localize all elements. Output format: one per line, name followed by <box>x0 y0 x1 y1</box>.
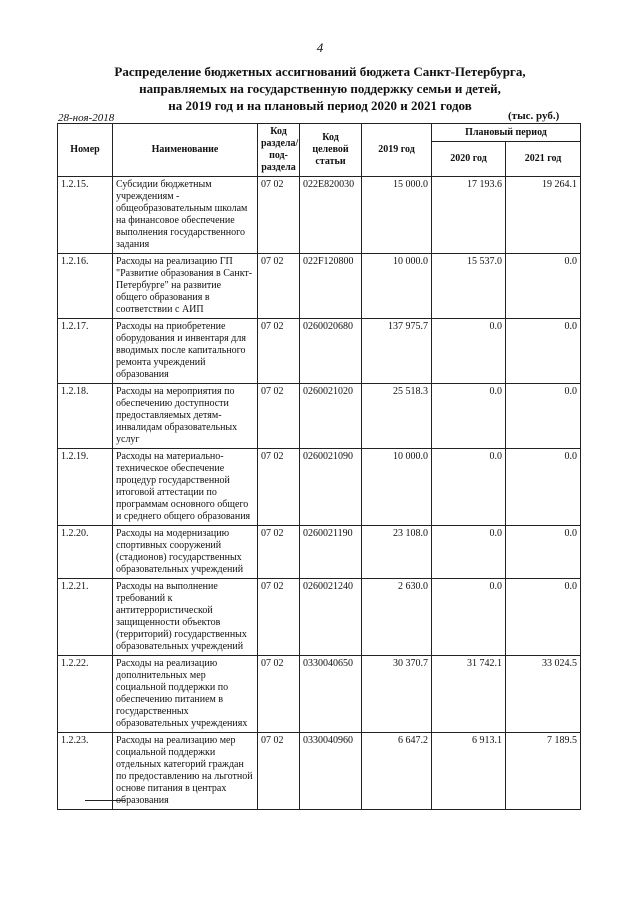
row-section-code: 07 02 <box>258 177 300 254</box>
table-row <box>58 449 581 526</box>
title-line-2: направляемых на государственную поддержку семьи и детей, <box>139 81 501 96</box>
row-number: 1.2.16. <box>58 254 113 319</box>
row-number: 1.2.22. <box>58 656 113 733</box>
row-section-code: 07 02 <box>258 656 300 733</box>
row-number: 1.2.17. <box>58 319 113 384</box>
row-amount-2020: 6 913.1 <box>432 733 506 810</box>
row-amount-2021: 0.0 <box>506 449 581 526</box>
row-amount-2020: 0.0 <box>432 384 506 449</box>
row-amount-2021: 33 024.5 <box>506 656 581 733</box>
row-number: 1.2.18. <box>58 384 113 449</box>
table-row <box>58 656 581 733</box>
row-amount-2019: 6 647.2 <box>362 733 432 810</box>
row-name: Расходы на выполнение требований к антитеррористической защищенности объектов (территорий) государственных образовательных учреждений <box>113 579 258 656</box>
row-name: Расходы на мероприятия по обеспечению доступности предоставляемых детям-инвалидам образовательных услуг <box>113 384 258 449</box>
row-section-code: 07 02 <box>258 579 300 656</box>
row-name: Расходы на реализацию дополнительных мер социальной поддержки по обеспечению питанием в государственных образовательных учреждениях <box>113 656 258 733</box>
row-amount-2019: 25 518.3 <box>362 384 432 449</box>
title-line-1: Распределение бюджетных ассигнований бюджета Санкт-Петербурга, <box>114 64 526 79</box>
row-name: Субсидии бюджетным учреждениям - общеобразовательным школам на финансовое обеспечение выполнения государственного задания <box>113 177 258 254</box>
row-target-code: 0260021020 <box>300 384 362 449</box>
table-row <box>58 526 581 579</box>
bottom-divider <box>85 800 125 801</box>
row-amount-2019: 2 630.0 <box>362 579 432 656</box>
row-amount-2019: 15 000.0 <box>362 177 432 254</box>
row-amount-2021: 0.0 <box>506 526 581 579</box>
document-date: 28-ноя-2018 <box>58 112 115 124</box>
row-amount-2019: 10 000.0 <box>362 449 432 526</box>
row-section-code: 07 02 <box>258 254 300 319</box>
units-label: (тыс. руб.) <box>508 110 560 122</box>
row-target-code: 0260020680 <box>300 319 362 384</box>
header-2020: 2020 год <box>432 142 506 177</box>
header-name: Наименование <box>113 124 258 177</box>
table-row <box>58 254 581 319</box>
row-target-code: 0260021190 <box>300 526 362 579</box>
row-amount-2021: 0.0 <box>506 384 581 449</box>
row-number: 1.2.23. <box>58 733 113 810</box>
document-title <box>60 63 580 114</box>
row-name: Расходы на приобретение оборудования и инвентаря для вводимых после капитального ремонта учреждений образования <box>113 319 258 384</box>
table-header <box>58 124 581 177</box>
row-name: Расходы на реализацию мер социальной поддержки отдельных категорий граждан по предоставлению на льготной основе питания в центрах образования <box>113 733 258 810</box>
row-number: 1.2.21. <box>58 579 113 656</box>
row-number: 1.2.19. <box>58 449 113 526</box>
row-section-code: 07 02 <box>258 526 300 579</box>
row-amount-2020: 17 193.6 <box>432 177 506 254</box>
row-amount-2020: 15 537.0 <box>432 254 506 319</box>
row-target-code: 0330040960 <box>300 733 362 810</box>
row-number: 1.2.15. <box>58 177 113 254</box>
header-2019: 2019 год <box>362 124 432 177</box>
row-section-code: 07 02 <box>258 384 300 449</box>
row-name: Расходы на реализацию ГП "Развитие образования в Санкт-Петербурге" на развитие общего образования в соответствии с АИП <box>113 254 258 319</box>
page-number: 4 <box>316 40 324 55</box>
row-amount-2021: 7 189.5 <box>506 733 581 810</box>
table-row <box>58 579 581 656</box>
table-row <box>58 384 581 449</box>
row-target-code: 0260021240 <box>300 579 362 656</box>
header-planned-period: Плановый период <box>432 124 581 142</box>
header-number: Номер <box>58 124 113 177</box>
table-row <box>58 319 581 384</box>
title-line-3: на 2019 год и на плановый период 2020 и 2021 годов <box>168 98 472 113</box>
row-amount-2019: 10 000.0 <box>362 254 432 319</box>
row-section-code: 07 02 <box>258 319 300 384</box>
row-amount-2021: 19 264.1 <box>506 177 581 254</box>
row-target-code: 0260021090 <box>300 449 362 526</box>
table-body <box>58 177 581 810</box>
table-row <box>58 733 581 810</box>
row-name: Расходы на модернизацию спортивных сооружений (стадионов) государственных образовательных учреждений <box>113 526 258 579</box>
row-amount-2019: 23 108.0 <box>362 526 432 579</box>
row-amount-2021: 0.0 <box>506 579 581 656</box>
row-name: Расходы на материально-техническое обеспечение процедур государственной итоговой аттестации по программам основного общего и среднего общего образования <box>113 449 258 526</box>
row-amount-2021: 0.0 <box>506 319 581 384</box>
budget-table <box>57 123 581 810</box>
row-target-code: 0330040650 <box>300 656 362 733</box>
row-target-code: 022F120800 <box>300 254 362 319</box>
row-amount-2019: 30 370.7 <box>362 656 432 733</box>
row-amount-2020: 0.0 <box>432 526 506 579</box>
header-target: Код целевой статьи <box>300 124 362 177</box>
row-target-code: 022E820030 <box>300 177 362 254</box>
row-amount-2020: 0.0 <box>432 579 506 656</box>
row-amount-2020: 0.0 <box>432 319 506 384</box>
row-amount-2019: 137 975.7 <box>362 319 432 384</box>
row-number: 1.2.20. <box>58 526 113 579</box>
row-amount-2021: 0.0 <box>506 254 581 319</box>
row-amount-2020: 31 742.1 <box>432 656 506 733</box>
row-amount-2020: 0.0 <box>432 449 506 526</box>
header-section: Код раздела/ под- раздела <box>258 124 300 177</box>
table-row <box>58 177 581 254</box>
row-section-code: 07 02 <box>258 733 300 810</box>
row-section-code: 07 02 <box>258 449 300 526</box>
header-2021: 2021 год <box>506 142 581 177</box>
